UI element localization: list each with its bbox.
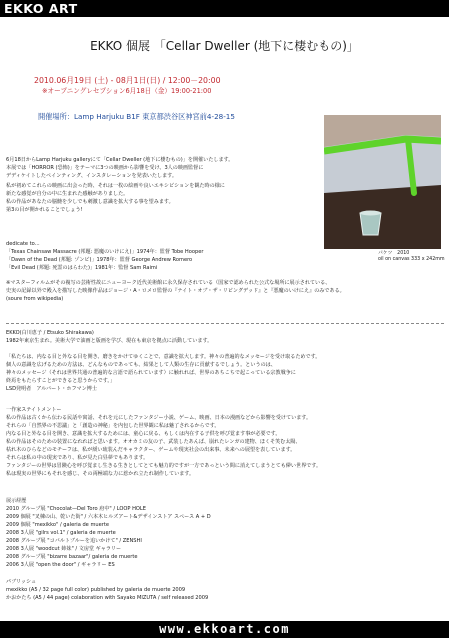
- intro-text: [6, 156, 274, 216]
- header-bar: [0, 0, 449, 17]
- dedicate-heading: dedicate to...: [6, 241, 40, 247]
- painting-bucket: [360, 213, 381, 235]
- footnote-source: (soure from wikipedia): [6, 296, 64, 302]
- intro-line: 私が初めてこれらの映画に出会った時、それは一枚の絵画や良いエキシビションを観た時の様に: [6, 183, 225, 189]
- painting-image: [324, 115, 441, 249]
- intro-line: 第3の目が開かれることでしょう!: [6, 207, 83, 213]
- dedicate-item: 「Dawn of the Dead (邦題: ゾンビ)」1978年：監督 George Andrew Romero: [6, 257, 193, 263]
- artist-statement: [6, 406, 321, 478]
- quote-line: 個人の意識を広げるための方法は、どんなものであっても、結果として人類の生存に貢献するでしょう。というのは、: [6, 362, 276, 368]
- history-item: 2008 3人展 "gilrs vol.1" / galeria de muerte: [6, 530, 116, 536]
- painting-caption-title: パケツ 2010: [378, 251, 410, 256]
- quote-section: [6, 353, 320, 393]
- history-item: 2009 個展 "mexikko" / galeria de muerte: [6, 522, 109, 528]
- reception-info: ※オープニングレセプション6月18日（金）19:00-21:00: [42, 87, 212, 95]
- venue-info: 開催場所：Lamp Harjuku B1F 東京都渋谷区神宮前4-28-15: [38, 112, 235, 121]
- publish-item: かおかたち (A5 / 44 page) colaboration with Sayako MIZUTA / self released 2009: [6, 595, 209, 601]
- painting-floor: [324, 185, 441, 249]
- publish-heading: パブリッシュ: [6, 579, 37, 585]
- statement-line: それらは私の中の現実であり、私が見た白昼夢でもあります。: [6, 455, 149, 461]
- footnote-line: 史実の記録以外で殿入を描写した映像作品はジョージ・A・ロメロ監督の『ナイト・オブ・ザ・リビングデッド』と『悪魔のいけにえ』のみである。: [6, 288, 345, 294]
- statement-line: 私は現実の世界にもそれを感じ、その両極端な力に惹かれ立たれ制作しています。: [6, 471, 195, 477]
- artist-profile: 1982年東京生まれ。美術大学で油画と版画を学び、現在も東京を拠点に活動しています。: [6, 338, 213, 344]
- history-item: 2009 個展 "叉棟の山、乾いた街" / 六本木ヒルズアート&デザインストア スペース A + D: [6, 514, 211, 520]
- publish-item: mexikko (A5 / 32 page full color) published by galeria de muerte 2009: [6, 587, 186, 593]
- history-item: 2008 3人展 "woodcut 姉妹" / 文房堂 ギャラリー: [6, 546, 122, 552]
- history-item: 2010 グループ展 "Chocolat—Del Toro 府中" / LOOP HOLE: [6, 506, 146, 512]
- quote-line: 「私たちは、内なる目と外なる目を開き、磨きをかけてゆくことで、意識を拡大します。神々の普遍的なメッセージを受け取るためです。: [6, 354, 321, 360]
- dedicate-item: 「Evil Dead (邦題: 死霊のはらわた)」1981年：監督 Sam Raimi: [6, 265, 158, 271]
- statement-line: 内なる目と外なる目を開き、意識を拡大するためには、童心に戻る、もしくは内在する子供を呼び覚ます事が必要です。: [6, 431, 281, 437]
- intro-line: 6月18日からLamp Harjuku galleryにて「Cellar Dweller (地下に棲むもの)」を開催いたします。: [6, 157, 234, 163]
- history-item: 2008 グループ展 "コバルトブルーを追いかけて" / ZENSHI: [6, 538, 142, 544]
- website-link[interactable]: www.ekkoart.com: [159, 622, 290, 636]
- intro-line: 本展では「HORROR (恐怖)」をテーマに3つの映画から影響を受け、3人の映画監督に: [6, 165, 204, 171]
- painting-caption-medium: oil on canvas 333 x 242mm: [378, 257, 445, 262]
- painting-bucket-rim: [360, 211, 381, 216]
- artist-bio: [6, 329, 212, 345]
- history-heading: 展示経歴: [6, 498, 27, 504]
- dedicate-section: [6, 240, 203, 272]
- quote-line: 終焉をもたらすことができると思うからです。」: [6, 378, 116, 384]
- intro-line: 新たな感覚が自分の中に生まれた感触がありました。: [6, 191, 129, 197]
- brand-logo[interactable]: EKKO ART: [4, 1, 78, 16]
- intro-line: 私の作品があなたの脳髄を少しでも刺激し意識を拡大する事を望みます。: [6, 199, 174, 205]
- history-item: 2006 3人展 "open the door" / ギャラリー ES: [6, 562, 115, 568]
- statement-line: 私の作品はそのための装置になれればと思います。オオカミの友の子、武装したあんぱ、崩れたレンガの建物、ほくそ笑む太陽、: [6, 439, 301, 445]
- footnote-line: ※マスターフィルムがその複写の芸術性故にニューヨーク近代美術館に永久保存されている（国家で認められた公式な場所に展示されている、: [6, 280, 331, 286]
- intro-paragraph: [6, 156, 274, 180]
- exhibition-date: 2010.06月19日 (土) - 08月1日(日) / 12:00－20:00: [34, 76, 221, 85]
- footer-bar: [0, 621, 449, 638]
- artist-name: EKKO(白川恵子 / Etsuko Shirakawa): [6, 330, 94, 336]
- dedicate-item: 「Texas Chainsaw Massacre (邦題: 悪魔のいけにえ)」1974年：監督 Tobe Hooper: [6, 249, 204, 255]
- publications: [6, 578, 208, 602]
- quote-line: 神々のメッセージ（それは世界共通の普遍的な言語で語られています）に触れれば、世界のあちこちで起こっている宗教戦争に: [6, 370, 296, 376]
- statement-line: 枯れ木のひらなどのモチーフは、私が緩い琉装んだキャラクター、ゲームや現実社会の出来事、未来への展望を表しています。: [6, 447, 296, 453]
- intro-line: デディケイトしたペインティング、インスタレーションを発表いたします。: [6, 173, 177, 179]
- exhibition-history: [6, 497, 211, 569]
- history-item: 2008 グループ展 "bizarre bazaar"/ galeria de muerte: [6, 554, 138, 560]
- exhibition-title: EKKO 個展 「Cellar Dweller (地下に棲むもの)」: [90, 39, 359, 53]
- footnote: [6, 279, 345, 303]
- statement-line: 私の作品は古くから伝わる民話や寓話、それを元にしたファンタジー小説、ゲーム、映画、日本の漫画などから影響を受けています。: [6, 415, 312, 421]
- intro-paragraph: [6, 182, 274, 214]
- statement-heading: 一作家ステイトメントー: [6, 407, 62, 413]
- statement-line: ファンタジーの世界は冒険心を呼び覚まし生きる生きとしてとても魅力的ですが一方であっという間に消えてしまうとても儚い世界です。: [6, 463, 322, 469]
- section-divider: [6, 323, 444, 324]
- quote-attribution: LSD発明者 アルバート・ホフマン博士: [6, 386, 97, 392]
- statement-line: それらの「自然界の不思議」と「創造の神秘」を内包した世界観に私は魅了されるからです。: [6, 423, 220, 429]
